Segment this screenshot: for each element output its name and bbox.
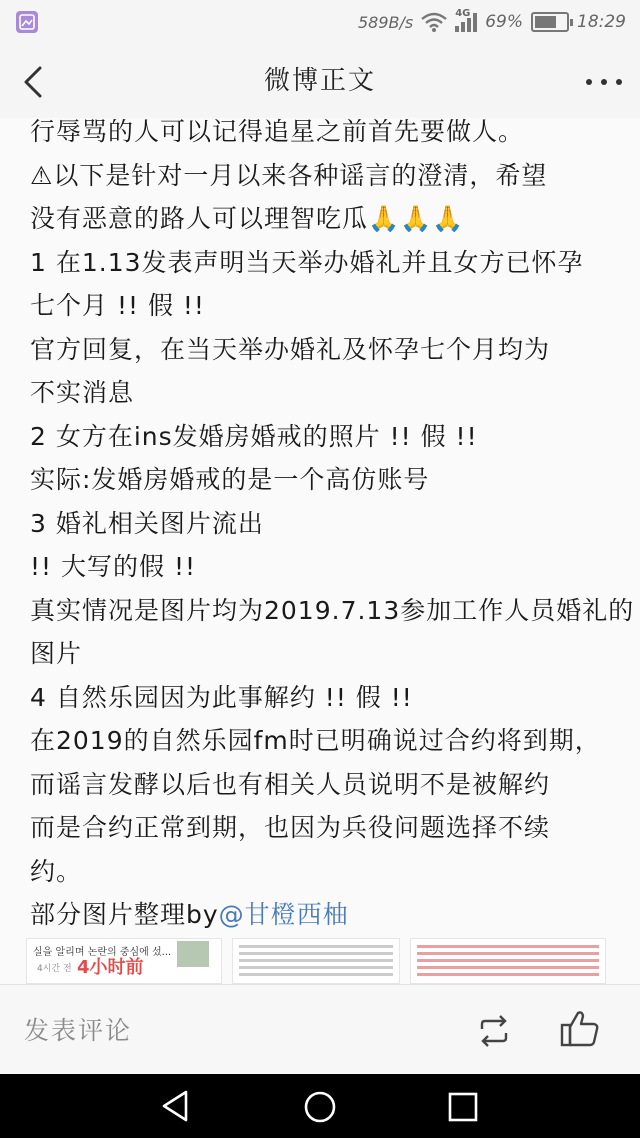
post-text-line: 而是合约正常到期，也因为兵役问题选择不续 xyxy=(30,813,551,842)
post-text-line: 图片 xyxy=(30,639,83,668)
post-text-line: 2 女方在ins发婚房婚戒的照片 !! 假 !! xyxy=(30,421,478,451)
post-text-line: 没有恶意的路人可以理智吃瓜🙏🙏🙏 xyxy=(30,204,465,233)
post-text-line: 约。 xyxy=(30,856,83,886)
post-text-line: ⚠以下是针对一月以来各种谣言的澄清，希望 xyxy=(30,160,548,190)
battery-icon xyxy=(531,12,569,32)
repost-button[interactable] xyxy=(474,1011,514,1051)
credit-prefix: 部分图片整理by xyxy=(30,900,219,929)
wifi-icon xyxy=(421,12,447,32)
post-text-line: 4 自然乐园因为此事解约 !! 假 !! xyxy=(30,682,413,712)
post-text-line: 3 婚礼相关图片流出 xyxy=(30,508,264,538)
thumbnail-overlay-text: 4小时前 xyxy=(77,957,144,978)
post-text-line: 行辱骂的人可以记得追星之前首先要做人。 xyxy=(30,118,525,146)
image-thumbnails xyxy=(26,938,626,984)
thumbnail-1[interactable] xyxy=(26,938,222,984)
clock: 18:29 xyxy=(577,12,626,32)
comment-button[interactable]: 发表评论 xyxy=(24,1016,133,1045)
back-button[interactable] xyxy=(14,62,54,102)
thumbnail-subcaption: 4시간 전 xyxy=(37,964,72,974)
nav-bar xyxy=(0,44,640,118)
user-mention-link[interactable]: @甘橙西柚 xyxy=(218,900,349,929)
battery-percent: 69% xyxy=(485,12,523,32)
post-text-line: 在2019的自然乐园fm时已明确说过合约将到期， xyxy=(30,726,601,755)
chevron-left-icon xyxy=(14,62,54,102)
cell-signal-icon xyxy=(455,8,477,32)
system-back-icon[interactable] xyxy=(158,1088,194,1124)
post-text xyxy=(0,118,640,937)
post-content xyxy=(0,118,640,984)
post-text-line: 七个月 !! 假 !! xyxy=(30,291,205,320)
thumbnail-photo xyxy=(177,941,209,967)
like-button[interactable] xyxy=(558,1007,602,1051)
repost-icon xyxy=(474,1011,514,1051)
system-recent-apps-icon[interactable] xyxy=(448,1092,478,1122)
thumbnail-3[interactable] xyxy=(410,938,606,984)
network-type: 4G xyxy=(455,8,471,19)
more-dots-icon xyxy=(586,79,592,85)
bottom-action-bar xyxy=(0,984,640,1074)
thumbnail-2[interactable] xyxy=(232,938,400,984)
post-text-line: 不实消息 xyxy=(30,378,135,407)
net-speed: 589B/s xyxy=(357,12,414,32)
system-nav-bar xyxy=(0,1074,640,1138)
status-bar xyxy=(0,0,640,44)
post-text-line: 1 在1.13发表声明当天举办婚礼并且女方已怀孕 xyxy=(30,247,584,277)
system-home-icon[interactable] xyxy=(303,1090,337,1124)
thumbs-up-icon xyxy=(558,1007,602,1051)
post-text-line: 官方回复，在当天举办婚礼及怀孕七个月均为 xyxy=(30,334,551,364)
post-text-line: 真实情况是图片均为2019.7.13参加工作人员婚礼的 xyxy=(30,595,635,625)
post-text-line: 而谣言发酵以后也有相关人员说明不是被解约 xyxy=(30,769,551,799)
post-credit-line xyxy=(30,893,620,937)
post-text-line: !! 大写的假 !! xyxy=(30,552,196,581)
more-button[interactable] xyxy=(586,70,622,94)
post-text-line: 实际:发婚房婚戒的是一个高仿账号 xyxy=(30,465,430,494)
thumbnail-caption: 실을 알리며 논란의 중심에 섰... xyxy=(33,947,172,958)
page-title: 微博正文 xyxy=(263,66,376,96)
gallery-app-icon xyxy=(16,11,38,33)
